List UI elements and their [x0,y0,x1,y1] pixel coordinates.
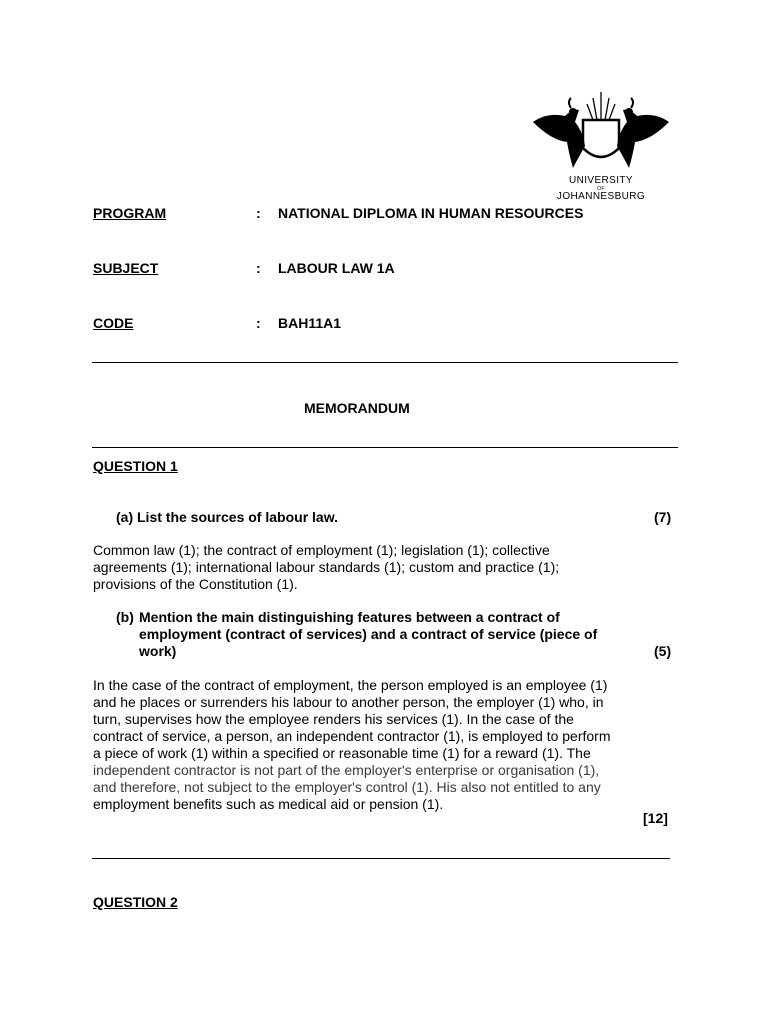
subject-separator: : [256,260,261,276]
divider-middle [92,447,678,448]
subject-label: SUBJECT [93,260,159,276]
university-logo [527,88,675,206]
question-1b-answer [93,677,611,813]
question-1-heading: QUESTION 1 [93,458,178,474]
question-1a-marks: (7) [654,509,672,525]
answer-line: turn, supervises how the employee renders his services (1). In the case of the [93,711,574,727]
answer-line: In the case of the contract of employment, the person employed is an employee (1) [93,677,608,693]
divider-top [92,362,678,363]
answer-line: employment benefits such as medical aid or pension (1). [93,796,444,812]
logo-text-of: OF [597,186,605,192]
question-line: employment (contract of services) and a contract of service (piece of [139,626,598,642]
program-value: NATIONAL DIPLOMA IN HUMAN RESOURCES [278,205,584,221]
answer-line: and therefore, not subject to the employer's control (1). His also not entitled to any [93,779,601,795]
program-separator: : [256,205,261,221]
program-label: PROGRAM [93,205,167,221]
question-1a-text: (a) List the sources of labour law. [116,509,338,525]
answer-line: provisions of the Constitution (1). [93,576,298,592]
question-2-heading: QUESTION 2 [93,894,178,910]
logo-text-university: UNIVERSITY [568,175,633,186]
logo-text-johannesburg: JOHANNESBURG [556,191,646,202]
answer-line: agreements (1); international labour standards (1); custom and practice (1); [93,559,560,575]
bird-crest-icon [527,88,675,178]
question-line: Mention the main distinguishing features between a contract of [139,609,560,625]
code-value: BAH11A1 [278,315,342,331]
answer-line: a piece of work (1) within a specified or reasonable time (1) for a reward (1). The [93,745,591,761]
code-separator: : [256,315,261,331]
code-label: CODE [93,315,134,331]
divider-bottom [92,858,670,859]
answer-line: independent contractor is not part of the employer's enterprise or organisation (1), [93,762,600,778]
question-1a-answer [93,542,559,593]
memorandum-title: MEMORANDUM [304,400,410,416]
question-1b-marks: (5) [654,643,672,659]
answer-line: Common law (1); the contract of employment (1); legislation (1); collective [93,542,550,558]
answer-line: contract of service, a person, an independent contractor (1), is employed to perform [93,728,611,744]
question-1b-prefix: (b) [116,609,134,625]
subject-value: LABOUR LAW 1A [278,260,395,276]
question-line: work) [139,643,177,659]
question-1b-text [139,609,597,660]
question-1-total: [12] [643,810,668,826]
answer-line: and he places or surrenders his labour to another person, the employer (1) who, in [93,694,604,710]
